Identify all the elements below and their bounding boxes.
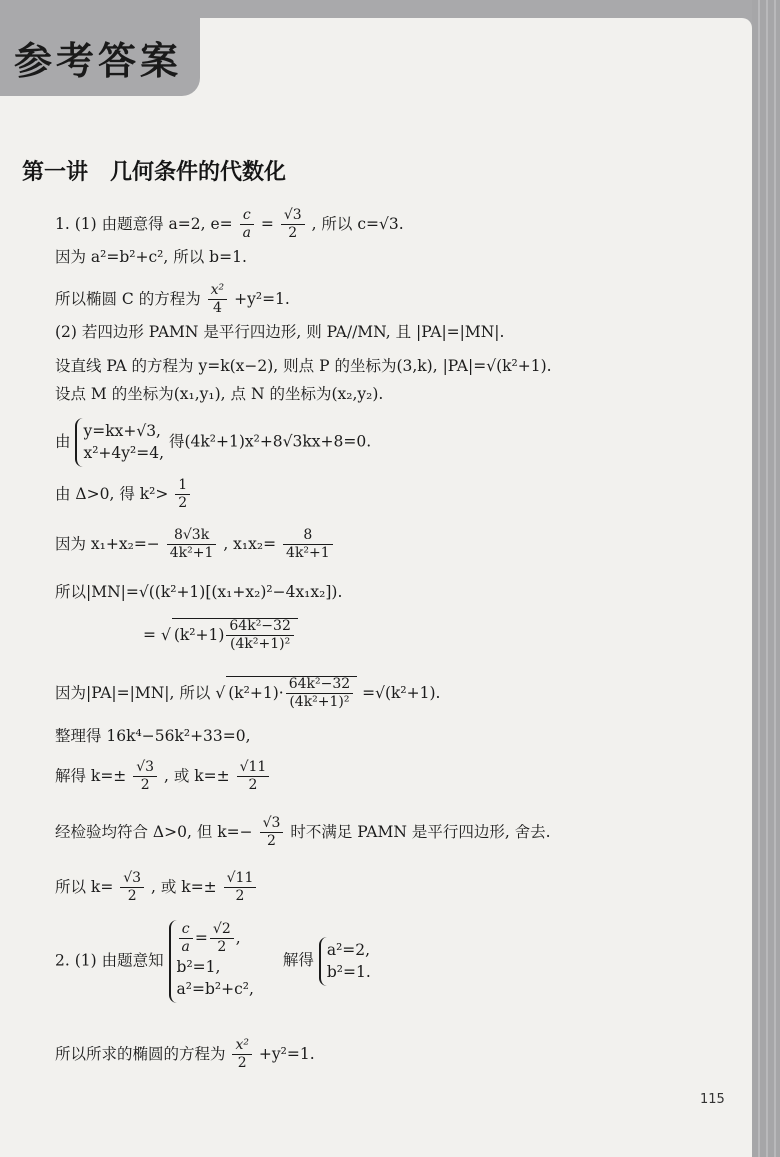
p2-line-2 xyxy=(55,1038,315,1072)
p1-line-12 xyxy=(55,676,440,711)
frac-num: √3 xyxy=(120,871,144,888)
frac-num: 8√3k xyxy=(167,528,217,545)
p1-line-3-text: 所以椭圆 C 的方程为 xyxy=(55,289,201,308)
p1-line-6: 设点 M 的坐标为(x₁,y₁), 点 N 的坐标为(x₂,y₂). xyxy=(55,385,384,403)
p1-line-7-tail: 得(4k²+1)x²+8√3kx+8=0. xyxy=(168,432,372,451)
p1-line-9-mid: , x₁x₂= xyxy=(223,534,277,553)
p1-line-4: (2) 若四边形 PAMN 是平行四边形, 则 PA//MN, 且 |PA|=|MN|. xyxy=(55,323,505,341)
frac-x2-over-2 xyxy=(232,1038,252,1072)
p1-line-2: 因为 a²=b²+c², 所以 b=1. xyxy=(55,248,247,266)
section-title: 第一讲 几何条件的代数化 xyxy=(22,160,287,185)
frac-one-half xyxy=(175,478,190,512)
frac-num: x² xyxy=(208,283,228,300)
frac-sqrt3-over-2 xyxy=(120,871,144,905)
frac-pa xyxy=(286,677,353,711)
frac-sqrt3-over-2 xyxy=(133,760,157,794)
p1-line-16-text: 所以 k= xyxy=(55,877,114,896)
p2-line-1-mid: 解得 xyxy=(282,951,314,970)
frac-den: 2 xyxy=(140,777,150,794)
frac-num: x² xyxy=(232,1038,252,1055)
system-eq-1: $\frac{c}{a}$ = $\frac{√2}{2}$ , xyxy=(177,922,254,956)
p1-line-12-tail: =√(k²+1). xyxy=(362,683,441,702)
frac-num: √11 xyxy=(237,760,270,777)
p1-line-14-text: 解得 k=± xyxy=(55,766,127,785)
frac-num: 64k²−32 xyxy=(226,619,293,636)
frac-den: 2 xyxy=(237,1055,247,1072)
p1-line-3-tail: +y²=1. xyxy=(234,289,290,308)
frac-sqrt3-over-2 xyxy=(260,816,284,850)
p2-line-2-text: 所以所求的椭圆的方程为 xyxy=(55,1044,226,1063)
frac-sqrt11-over-2 xyxy=(237,760,270,794)
frac-sqrt11-over-2 xyxy=(224,871,257,905)
p2-line-2-tail: +y²=1. xyxy=(258,1044,315,1063)
p1-line-8-text: 由 Δ>0, 得 k²> xyxy=(55,484,169,503)
frac-num: 64k²−32 xyxy=(286,677,353,694)
sqrt-sign: √ xyxy=(160,625,171,644)
page-edge-stripe xyxy=(752,0,780,1157)
system-eq-2: x²+4y²=4, xyxy=(83,444,165,463)
page-number: 115 xyxy=(700,1092,725,1107)
p1-line-16 xyxy=(55,871,258,905)
system-eq-2: b²=1. xyxy=(326,963,371,982)
p1-line-14 xyxy=(55,760,271,794)
p1-line-15 xyxy=(55,816,551,850)
p2-line-1-text: 2. (1) 由题意知 xyxy=(55,951,164,970)
p1-line-3 xyxy=(55,283,290,317)
frac-num: √2 xyxy=(210,922,234,939)
p1-line-7 xyxy=(55,418,371,467)
p1-line-9 xyxy=(55,528,335,562)
frac-num: √3 xyxy=(133,760,157,777)
frac-x2-over-4 xyxy=(208,283,228,317)
p1-line-15-text: 经检验均符合 Δ>0, 但 k=− xyxy=(55,822,253,841)
system-eq-3: a²=b²+c², xyxy=(176,980,254,999)
system-eq-1: y=kx+√3, xyxy=(83,422,161,440)
frac-den: 4 xyxy=(212,300,222,317)
frac-den: 4k²+1 xyxy=(169,545,214,562)
frac-den: 2 xyxy=(127,888,137,905)
p1-line-12-text: 因为|PA|=|MN|, 所以 xyxy=(55,683,211,702)
p1-line-14-mid: , 或 k=± xyxy=(164,766,230,785)
p1-line-8 xyxy=(55,478,192,512)
p1-line-9-text: 因为 x₁+x₂=− xyxy=(55,534,160,553)
p1-line-13: 整理得 16k⁴−56k²+33=0, xyxy=(55,727,251,745)
frac-num: c xyxy=(179,922,193,939)
frac-c-over-a xyxy=(179,922,193,956)
sqrt-body xyxy=(226,676,357,711)
frac-num: 8 xyxy=(283,528,333,545)
p1-line-1 xyxy=(55,208,404,242)
p1-line-10: 所以|MN|=√((k²+1)[(x₁+x₂)²−4x₁x₂]). xyxy=(55,583,343,601)
p1-line-5: 设直线 PA 的方程为 y=k(x−2), 则点 P 的坐标为(3,k), |PA|=√(k²+1). xyxy=(55,357,552,375)
frac-den: 2 xyxy=(178,495,188,512)
p1-line-1-tail: , 所以 c=√3. xyxy=(311,214,404,233)
frac-den: 2 xyxy=(288,225,298,242)
frac-den: 4k²+1 xyxy=(286,545,330,562)
equation-system-1 xyxy=(75,418,164,467)
frac-den: 2 xyxy=(217,939,227,956)
system-eq-1: a²=2, xyxy=(326,940,371,959)
equation-system-2 xyxy=(169,920,254,1003)
frac-c-over-a xyxy=(240,208,254,242)
sqrt-sign: √ xyxy=(215,683,226,702)
p1-line-11 xyxy=(143,618,298,653)
frac-mn xyxy=(226,619,293,653)
frac-den: 2 xyxy=(267,833,276,850)
frac-den: 2 xyxy=(235,888,245,905)
p1-line-1-text: 1. (1) 由题意得 a=2, e= xyxy=(55,214,233,233)
frac-den: 2 xyxy=(248,777,258,794)
frac-num: √11 xyxy=(224,871,257,888)
p1-line-16-mid: , 或 k=± xyxy=(151,877,217,896)
equals: = xyxy=(143,625,156,644)
frac-sum xyxy=(167,528,217,562)
sqrt-lead: (k²+1)· xyxy=(228,683,284,702)
frac-den: (4k²+1)² xyxy=(230,636,291,653)
sqrt-body xyxy=(172,618,298,653)
header-title: 参考答案 xyxy=(14,39,183,83)
frac-sqrt3-over-2 xyxy=(281,208,305,242)
sqrt-lead: (k²+1) xyxy=(173,625,225,644)
frac-den: (4k²+1)² xyxy=(289,694,350,711)
frac-den: a xyxy=(242,225,251,242)
equation-system-3 xyxy=(319,937,371,986)
frac-num: √3 xyxy=(281,208,305,225)
p2-line-1 xyxy=(55,920,371,1003)
p1-line-7-lead: 由 xyxy=(55,432,71,451)
p1-line-15-tail: 时不满足 PAMN 是平行四边形, 舍去. xyxy=(290,822,551,841)
frac-num: 1 xyxy=(175,478,190,495)
frac-num: √3 xyxy=(260,816,284,833)
frac-num: c xyxy=(240,208,254,225)
frac-den: a xyxy=(181,939,190,956)
system-eq-2: b²=1, xyxy=(176,957,221,976)
equals: = xyxy=(260,214,274,233)
frac-sqrt2-over-2 xyxy=(210,922,234,956)
frac-product xyxy=(283,528,333,562)
